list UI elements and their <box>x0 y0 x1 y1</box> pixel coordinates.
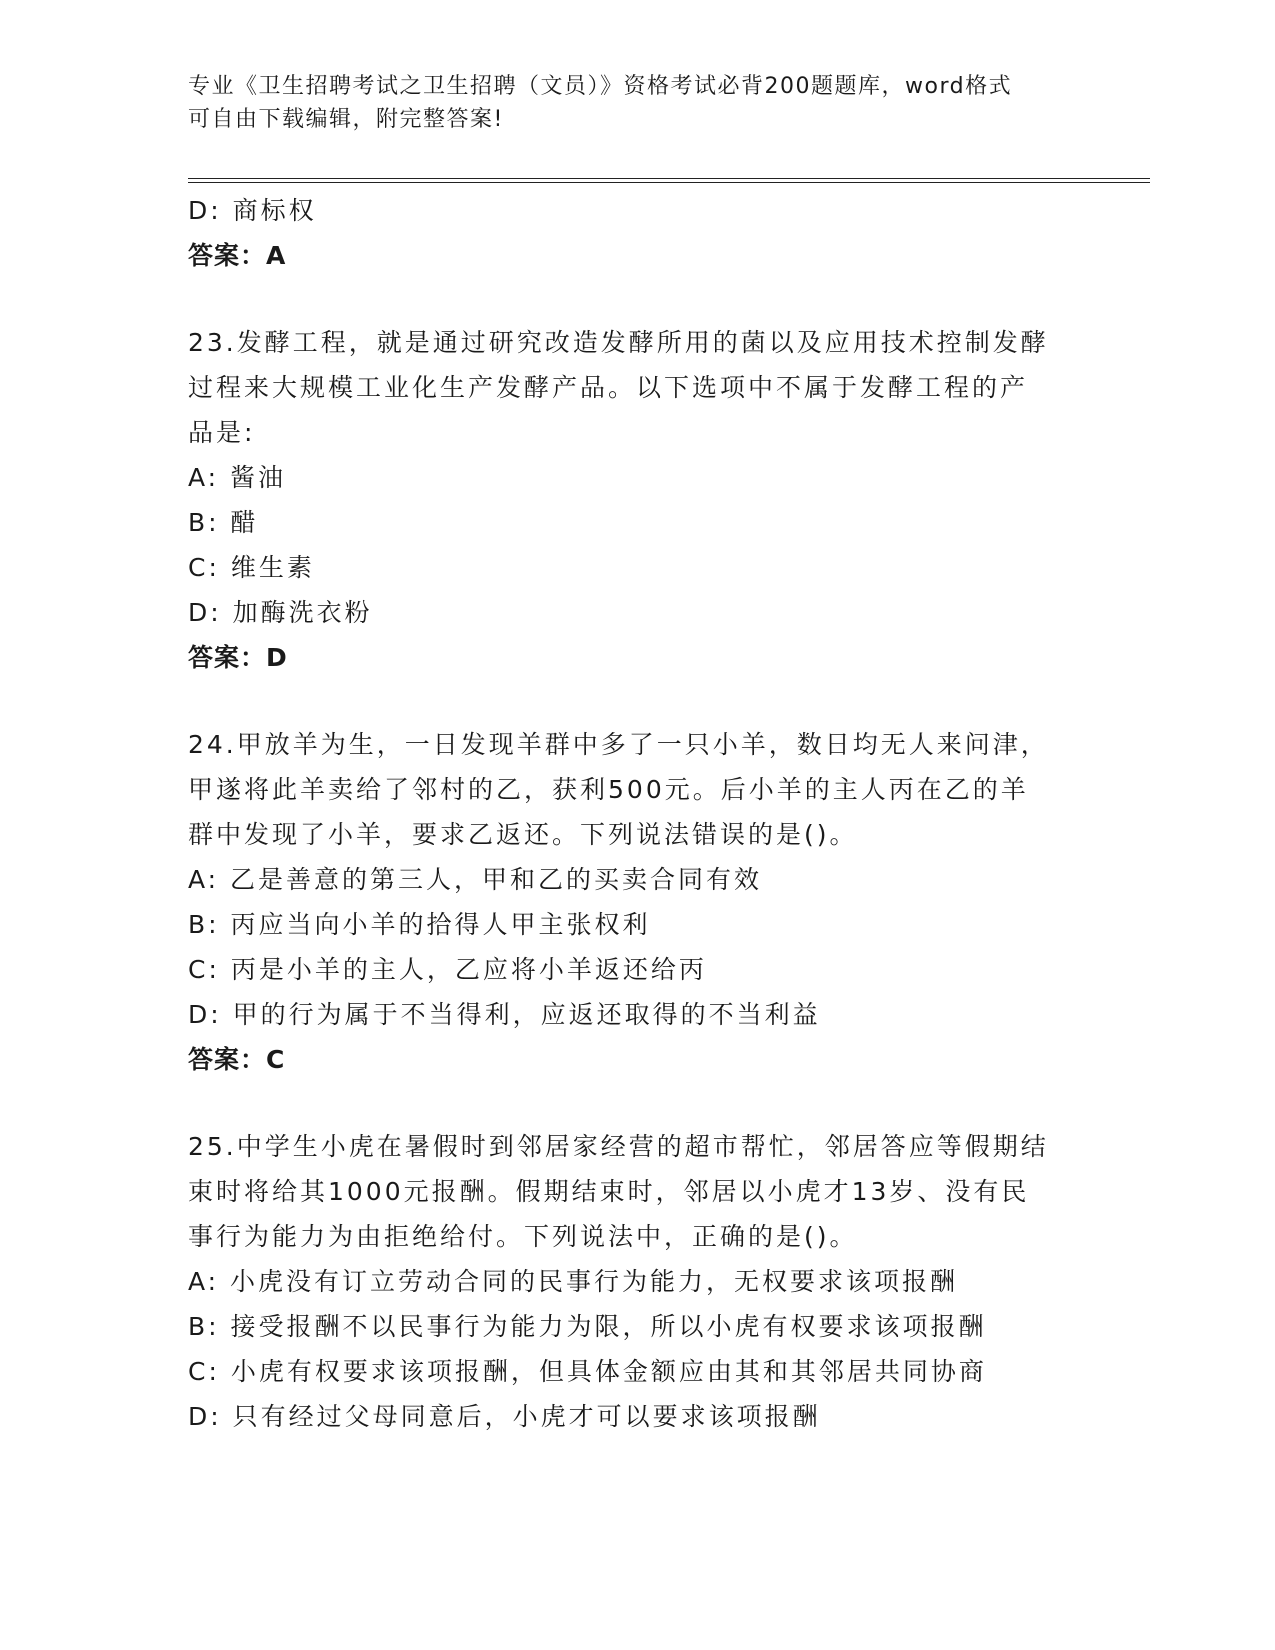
option-c: C: 小虎有权要求该项报酬，但具体金额应由其和其邻居共同协商 <box>188 1357 987 1386</box>
question-23 <box>188 320 1068 680</box>
option-c: C: 丙是小羊的主人，乙应将小羊返还给丙 <box>188 955 707 984</box>
question-text-line: 甲遂将此羊卖给了邻村的乙，获利500元。后小羊的主人丙在乙的羊 <box>188 775 1029 804</box>
option-a: A: 乙是善意的第三人，甲和乙的买卖合同有效 <box>188 865 763 894</box>
question-text-line: 束时将给其1000元报酬。假期结束时，邻居以小虎才13岁、没有民 <box>188 1177 1030 1206</box>
option-d: D: 甲的行为属于不当得利，应返还取得的不当利益 <box>188 1000 821 1029</box>
prev-question-tail <box>188 188 1068 278</box>
option-b: B: 接受报酬不以民事行为能力为限，所以小虎有权要求该项报酬 <box>188 1312 987 1341</box>
option-d: D: 商标权 <box>188 196 317 225</box>
question-text-line: 过程来大规模工业化生产发酵产品。以下选项中不属于发酵工程的产 <box>188 373 1029 402</box>
document-header <box>188 70 1068 136</box>
question-text-line: 事行为能力为由拒绝给付。下列说法中，正确的是()。 <box>188 1222 858 1251</box>
option-b: B: 丙应当向小羊的拾得人甲主张权利 <box>188 910 651 939</box>
question-24 <box>188 722 1068 1082</box>
answer-line: 答案：C <box>188 1045 286 1074</box>
option-c: C: 维生素 <box>188 553 315 582</box>
option-d: D: 加酶洗衣粉 <box>188 598 373 627</box>
question-text-line: 23.发酵工程，就是通过研究改造发酵所用的菌以及应用技术控制发酵 <box>188 328 1049 357</box>
question-text-line: 品是: <box>188 418 256 447</box>
option-a: A: 酱油 <box>188 463 287 492</box>
answer-line: 答案：D <box>188 643 288 672</box>
question-text-line: 24.甲放羊为生，一日发现羊群中多了一只小羊，数日均无人来问津， <box>188 730 1049 759</box>
answer-line: 答案：A <box>188 241 287 270</box>
header-line-2: 可自由下载编辑，附完整答案! <box>188 107 504 132</box>
question-text-line: 25.中学生小虎在暑假时到邻居家经营的超市帮忙，邻居答应等假期结 <box>188 1132 1049 1161</box>
option-a: A: 小虎没有订立劳动合同的民事行为能力，无权要求该项报酬 <box>188 1267 959 1296</box>
header-divider <box>188 178 1150 183</box>
document-body <box>188 188 1068 1439</box>
question-25 <box>188 1124 1068 1439</box>
option-b: B: 醋 <box>188 508 259 537</box>
option-d: D: 只有经过父母同意后，小虎才可以要求该项报酬 <box>188 1402 821 1431</box>
question-text-line: 群中发现了小羊，要求乙返还。下列说法错误的是()。 <box>188 820 858 849</box>
header-line-1: 专业《卫生招聘考试之卫生招聘（文员）》资格考试必背200题题库，word格式 <box>188 74 1013 99</box>
